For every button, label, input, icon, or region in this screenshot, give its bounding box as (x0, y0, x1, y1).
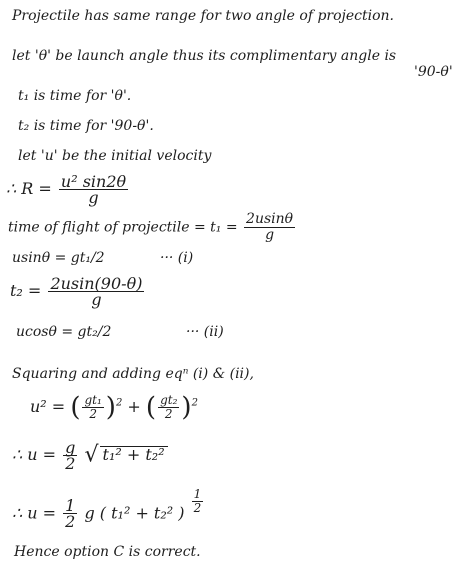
velocity-definition: let 'u' be the initial velocity (18, 148, 212, 164)
u-squared-lhs: u² = (30, 397, 66, 416)
t2-fraction (48, 276, 144, 307)
half-exponent-denominator: 2 (193, 501, 202, 515)
one-half-fraction (63, 496, 77, 532)
equation-i-tag: ··· (i) (160, 250, 194, 266)
range-numerator: u² sin2θ (60, 172, 127, 191)
time-of-flight-denominator: g (265, 227, 275, 243)
u-power-lhs: ∴ u = (12, 503, 57, 523)
radical-sign: √ (84, 442, 99, 468)
statement-line: Projectile has same range for two angle of projection. (12, 8, 395, 24)
t2-definition: t₂ is time for '90-θ'. (18, 118, 154, 134)
g-numerator: g (65, 438, 76, 457)
g-denominator: 2 (65, 454, 76, 473)
gt2-numerator: gt₂ (160, 393, 178, 407)
half-exponent-numerator: 1 (193, 487, 202, 501)
radicand: t₁² + t₂² (100, 446, 168, 463)
two-denominator: 2 (65, 512, 76, 532)
power-body: g ( t₁² + t₂² ) (84, 503, 185, 523)
range-denominator: g (88, 188, 99, 207)
t2-denominator: g (91, 290, 102, 309)
gt1-fraction (82, 394, 103, 421)
conclusion-line: Hence option C is correct. (14, 544, 201, 560)
range-fraction (59, 174, 128, 205)
u-squared-equation (30, 394, 198, 421)
t2-numerator: 2usin(90-θ) (50, 274, 143, 293)
one-numerator: 1 (65, 496, 76, 516)
time-of-flight-lhs: time of flight of projectile = t₁ = (8, 219, 238, 236)
t2-lhs: t₂ = (10, 281, 42, 300)
open-paren: ( (145, 392, 157, 423)
close-paren: ) (105, 392, 116, 423)
u-power-equation (12, 487, 205, 532)
half-exponent (192, 488, 204, 515)
time-of-flight-equation (8, 212, 297, 243)
gt2-fraction (158, 394, 179, 421)
equation-i: usinθ = gt₁/2 (12, 250, 105, 266)
squaring-adding-line: Squaring and adding eqⁿ (i) & (ii), (12, 366, 254, 382)
exponent: 2 (115, 397, 123, 409)
complementary-angle-value: '90-θ' (414, 64, 453, 80)
u-root-lhs: ∴ u = (12, 445, 57, 464)
open-paren: ( (70, 392, 81, 423)
gt1-numerator: gt₁ (84, 393, 102, 407)
gt1-denominator: 2 (89, 407, 97, 421)
t2-equation (10, 276, 146, 307)
time-of-flight-numerator: 2usinθ (246, 211, 294, 227)
time-of-flight-fraction (244, 212, 295, 243)
u-root-equation (12, 440, 168, 471)
plus-sign: + (127, 397, 141, 416)
equation-ii-tag: ··· (ii) (186, 324, 224, 340)
gt2-denominator: 2 (164, 407, 173, 421)
range-lhs: ∴ R = (6, 179, 52, 198)
close-paren: ) (181, 392, 192, 423)
exponent: 2 (191, 397, 198, 409)
g-over-2-fraction (63, 440, 77, 471)
t1-definition: t₁ is time for 'θ'. (18, 88, 132, 104)
angle-definition-line: let 'θ' be launch angle thus its complimentary angle is (12, 48, 397, 64)
range-equation (6, 174, 130, 205)
equation-ii: ucosθ = gt₂/2 (16, 324, 112, 340)
